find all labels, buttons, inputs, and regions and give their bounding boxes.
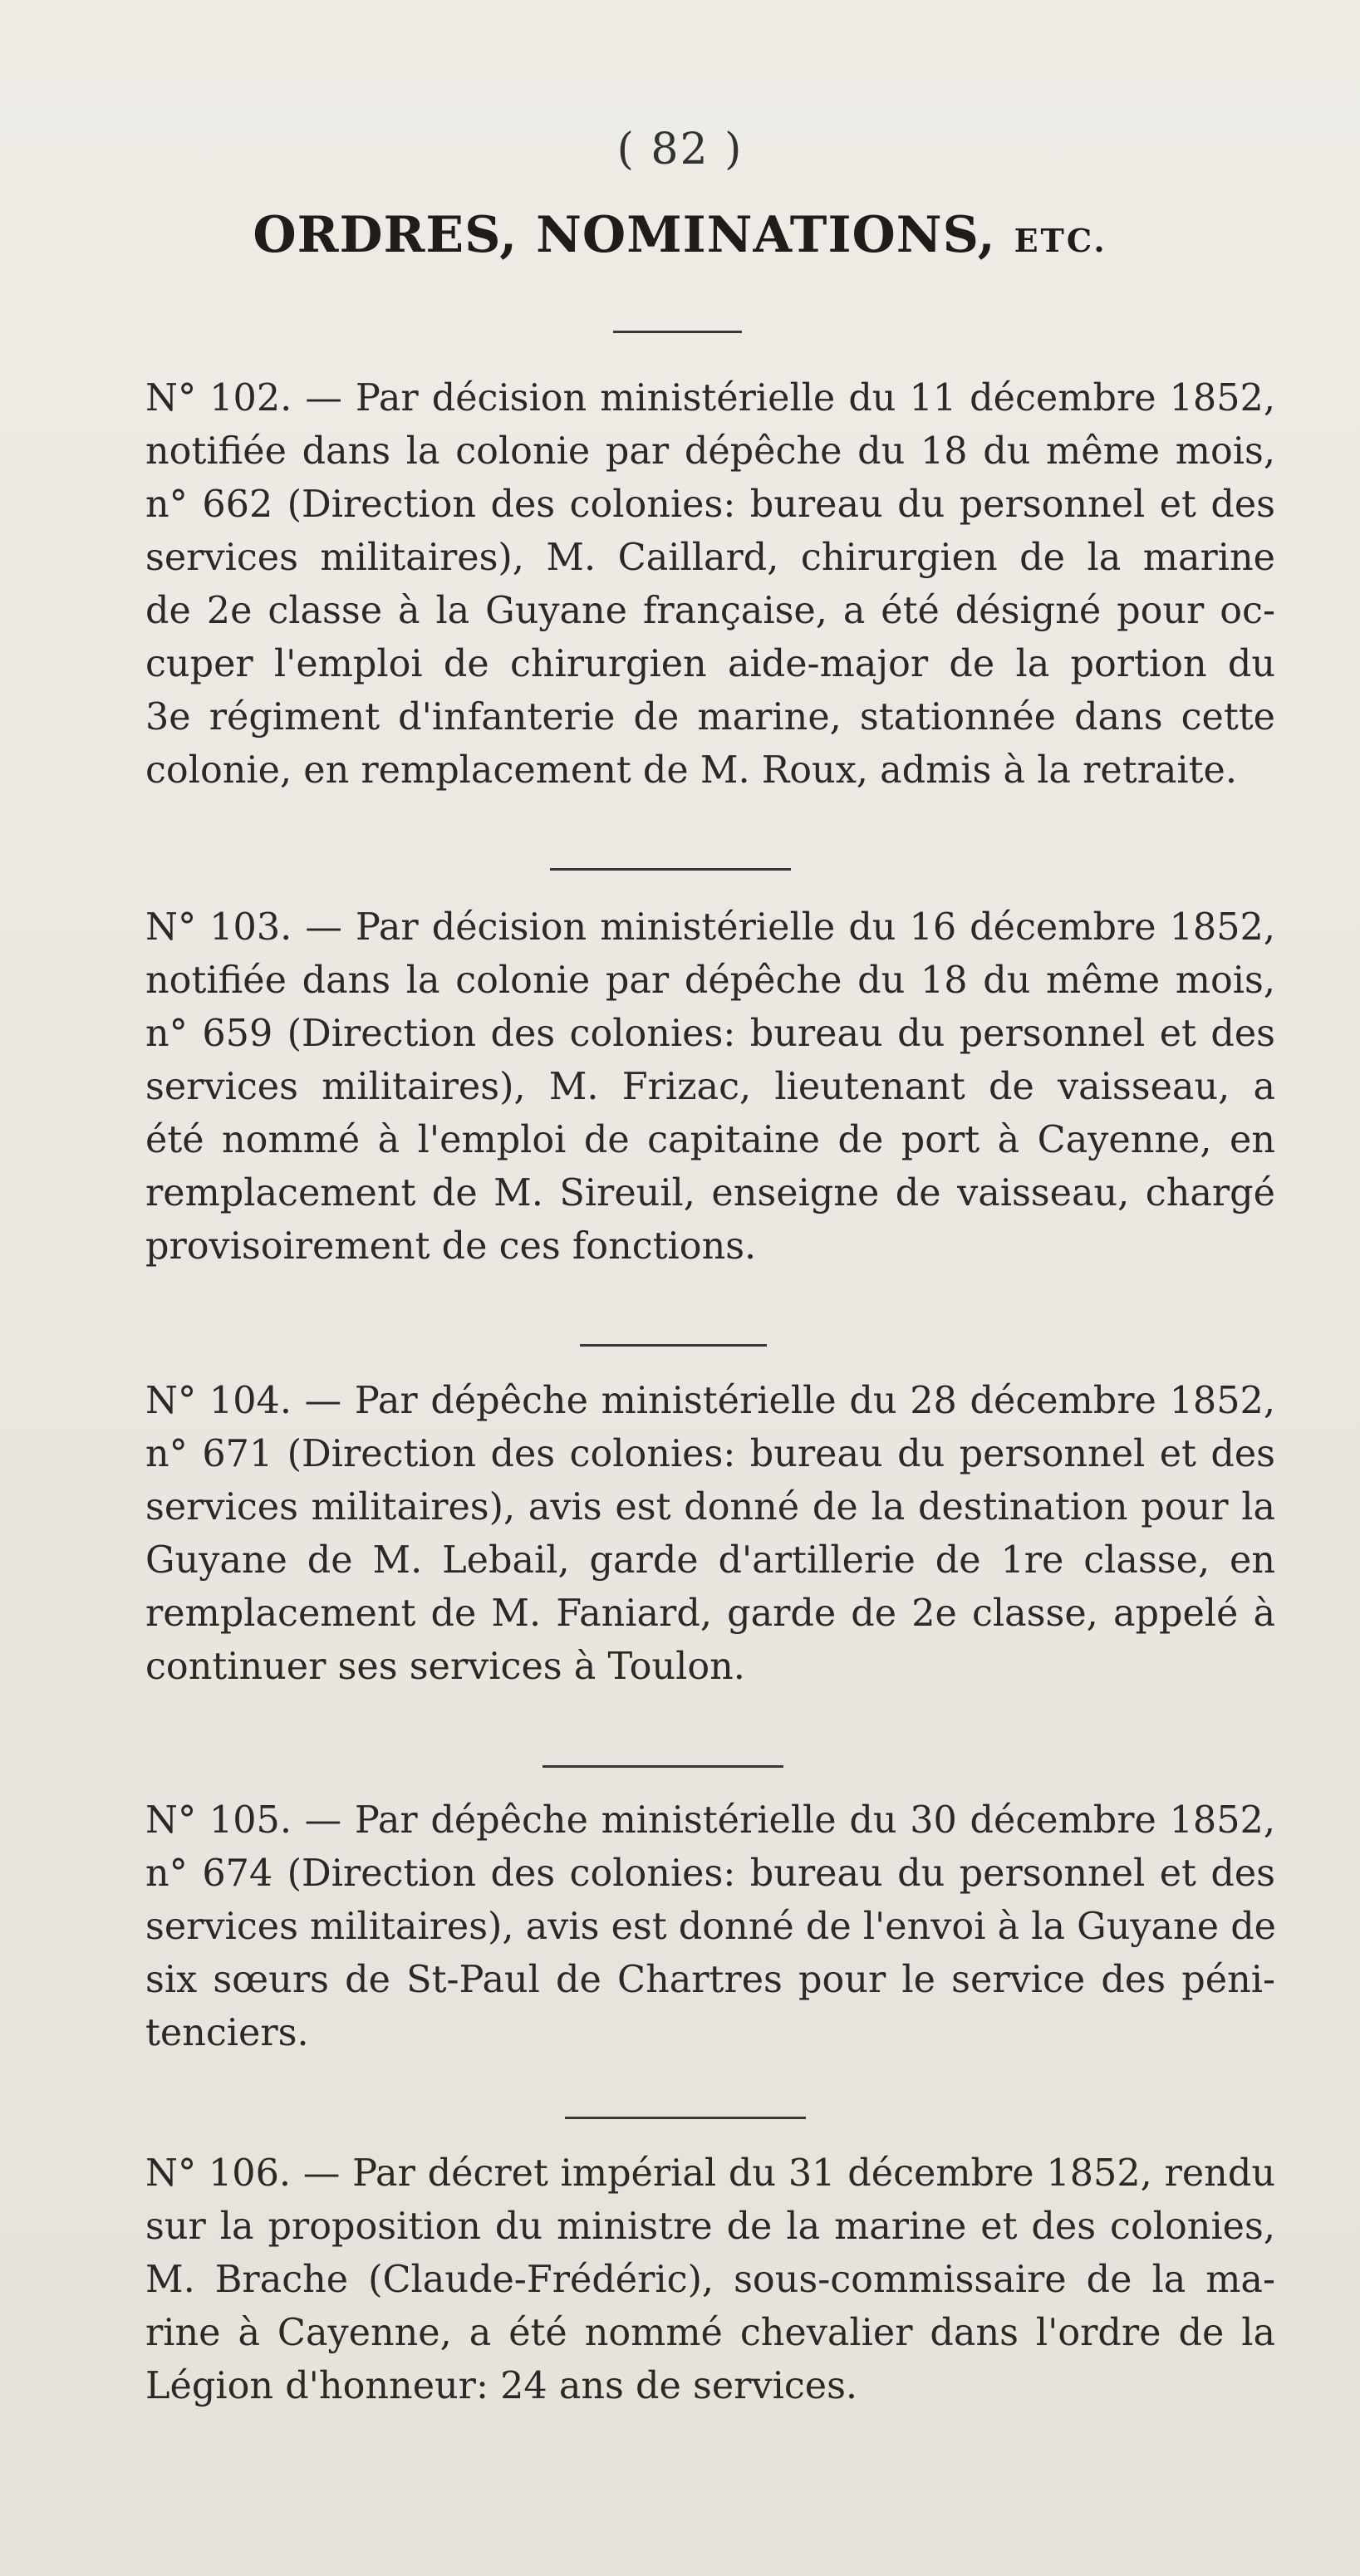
entry-line: tenciers. xyxy=(145,2012,309,2054)
entry-divider xyxy=(580,1344,767,1347)
entry-105 xyxy=(145,1794,1275,2060)
entry-line: sur la proposition du ministre de la marine et des colonies, xyxy=(145,2206,1275,2248)
entry-divider xyxy=(543,1765,783,1768)
entry-106 xyxy=(145,2147,1275,2413)
entry-line: colonie, en remplacement de M. Roux, admis à la retraite. xyxy=(145,749,1237,792)
entry-line: services militaires), M. Frizac, lieutenant de vaisseau, a xyxy=(145,1066,1275,1108)
entry-line: remplacement de M. Faniard, garde de 2e classe, appelé à xyxy=(145,1592,1275,1635)
entry-line: Légion d'honneur: 24 ans de services. xyxy=(145,2365,858,2407)
entry-line: six sœurs de St-Paul de Chartres pour le service des péni- xyxy=(145,1959,1275,2001)
entry-line: notifiée dans la colonie par dépêche du 18 du même mois, xyxy=(145,959,1275,1002)
entry-line: de 2e classe à la Guyane française, a été désigné pour oc- xyxy=(145,590,1275,632)
entry-line: rine à Cayenne, a été nommé chevalier dans l'ordre de la xyxy=(145,2312,1275,2354)
entry-line: n° 659 (Direction des colonies: bureau du personnel et des xyxy=(145,1013,1275,1055)
entry-line: N° 103. — Par décision ministérielle du 16 décembre 1852, xyxy=(145,906,1275,949)
entry-divider xyxy=(565,2117,806,2119)
entry-line: N° 104. — Par dépêche ministérielle du 28 décembre 1852, xyxy=(145,1380,1275,1422)
entry-line: notifiée dans la colonie par dépêche du 18 du même mois, xyxy=(145,430,1275,473)
entry-line: n° 674 (Direction des colonies: bureau du personnel et des xyxy=(145,1852,1275,1895)
entry-line: services militaires), M. Caillard, chirurgien de la marine xyxy=(145,537,1275,579)
page-title xyxy=(0,206,1360,264)
entry-line: services militaires), avis est donné de la destination pour la xyxy=(145,1486,1275,1528)
entry-line: été nommé à l'emploi de capitaine de port à Cayenne, en xyxy=(145,1119,1275,1161)
entry-divider xyxy=(550,868,791,871)
entry-line: N° 106. — Par décret impérial du 31 décembre 1852, rendu xyxy=(145,2152,1275,2195)
heading-etc: ETC. xyxy=(1014,222,1107,259)
entry-line: N° 105. — Par dépêche ministérielle du 30 décembre 1852, xyxy=(145,1799,1275,1842)
page-number: ( 82 ) xyxy=(616,125,744,174)
entry-line: 3e régiment d'infanterie de marine, stationnée dans cette xyxy=(145,696,1275,738)
entry-line: N° 102. — Par décision ministérielle du 11 décembre 1852, xyxy=(145,377,1275,420)
entry-103 xyxy=(145,901,1275,1273)
title-divider xyxy=(613,331,742,333)
entry-104 xyxy=(145,1375,1275,1694)
entry-line: provisoirement de ces fonctions. xyxy=(145,1225,757,1268)
entry-line: continuer ses services à Toulon. xyxy=(145,1646,745,1688)
entry-line: n° 671 (Direction des colonies: bureau du personnel et des xyxy=(145,1433,1275,1475)
entry-line: services militaires), avis est donné de l'envoi à la Guyane de xyxy=(145,1906,1277,1948)
entry-line: n° 662 (Direction des colonies: bureau du personnel et des xyxy=(145,483,1275,526)
entry-line: cuper l'emploi de chirurgien aide-major de la portion du xyxy=(145,643,1275,685)
entry-line: Guyane de M. Lebail, garde d'artillerie de 1re classe, en xyxy=(145,1539,1275,1582)
entry-line: M. Brache (Claude-Frédéric), sous-commissaire de la ma- xyxy=(145,2259,1275,2301)
entry-102 xyxy=(145,372,1275,797)
entry-line: remplacement de M. Sireuil, enseigne de vaisseau, chargé xyxy=(145,1172,1275,1214)
heading-main: ORDRES, NOMINATIONS, xyxy=(253,206,996,264)
